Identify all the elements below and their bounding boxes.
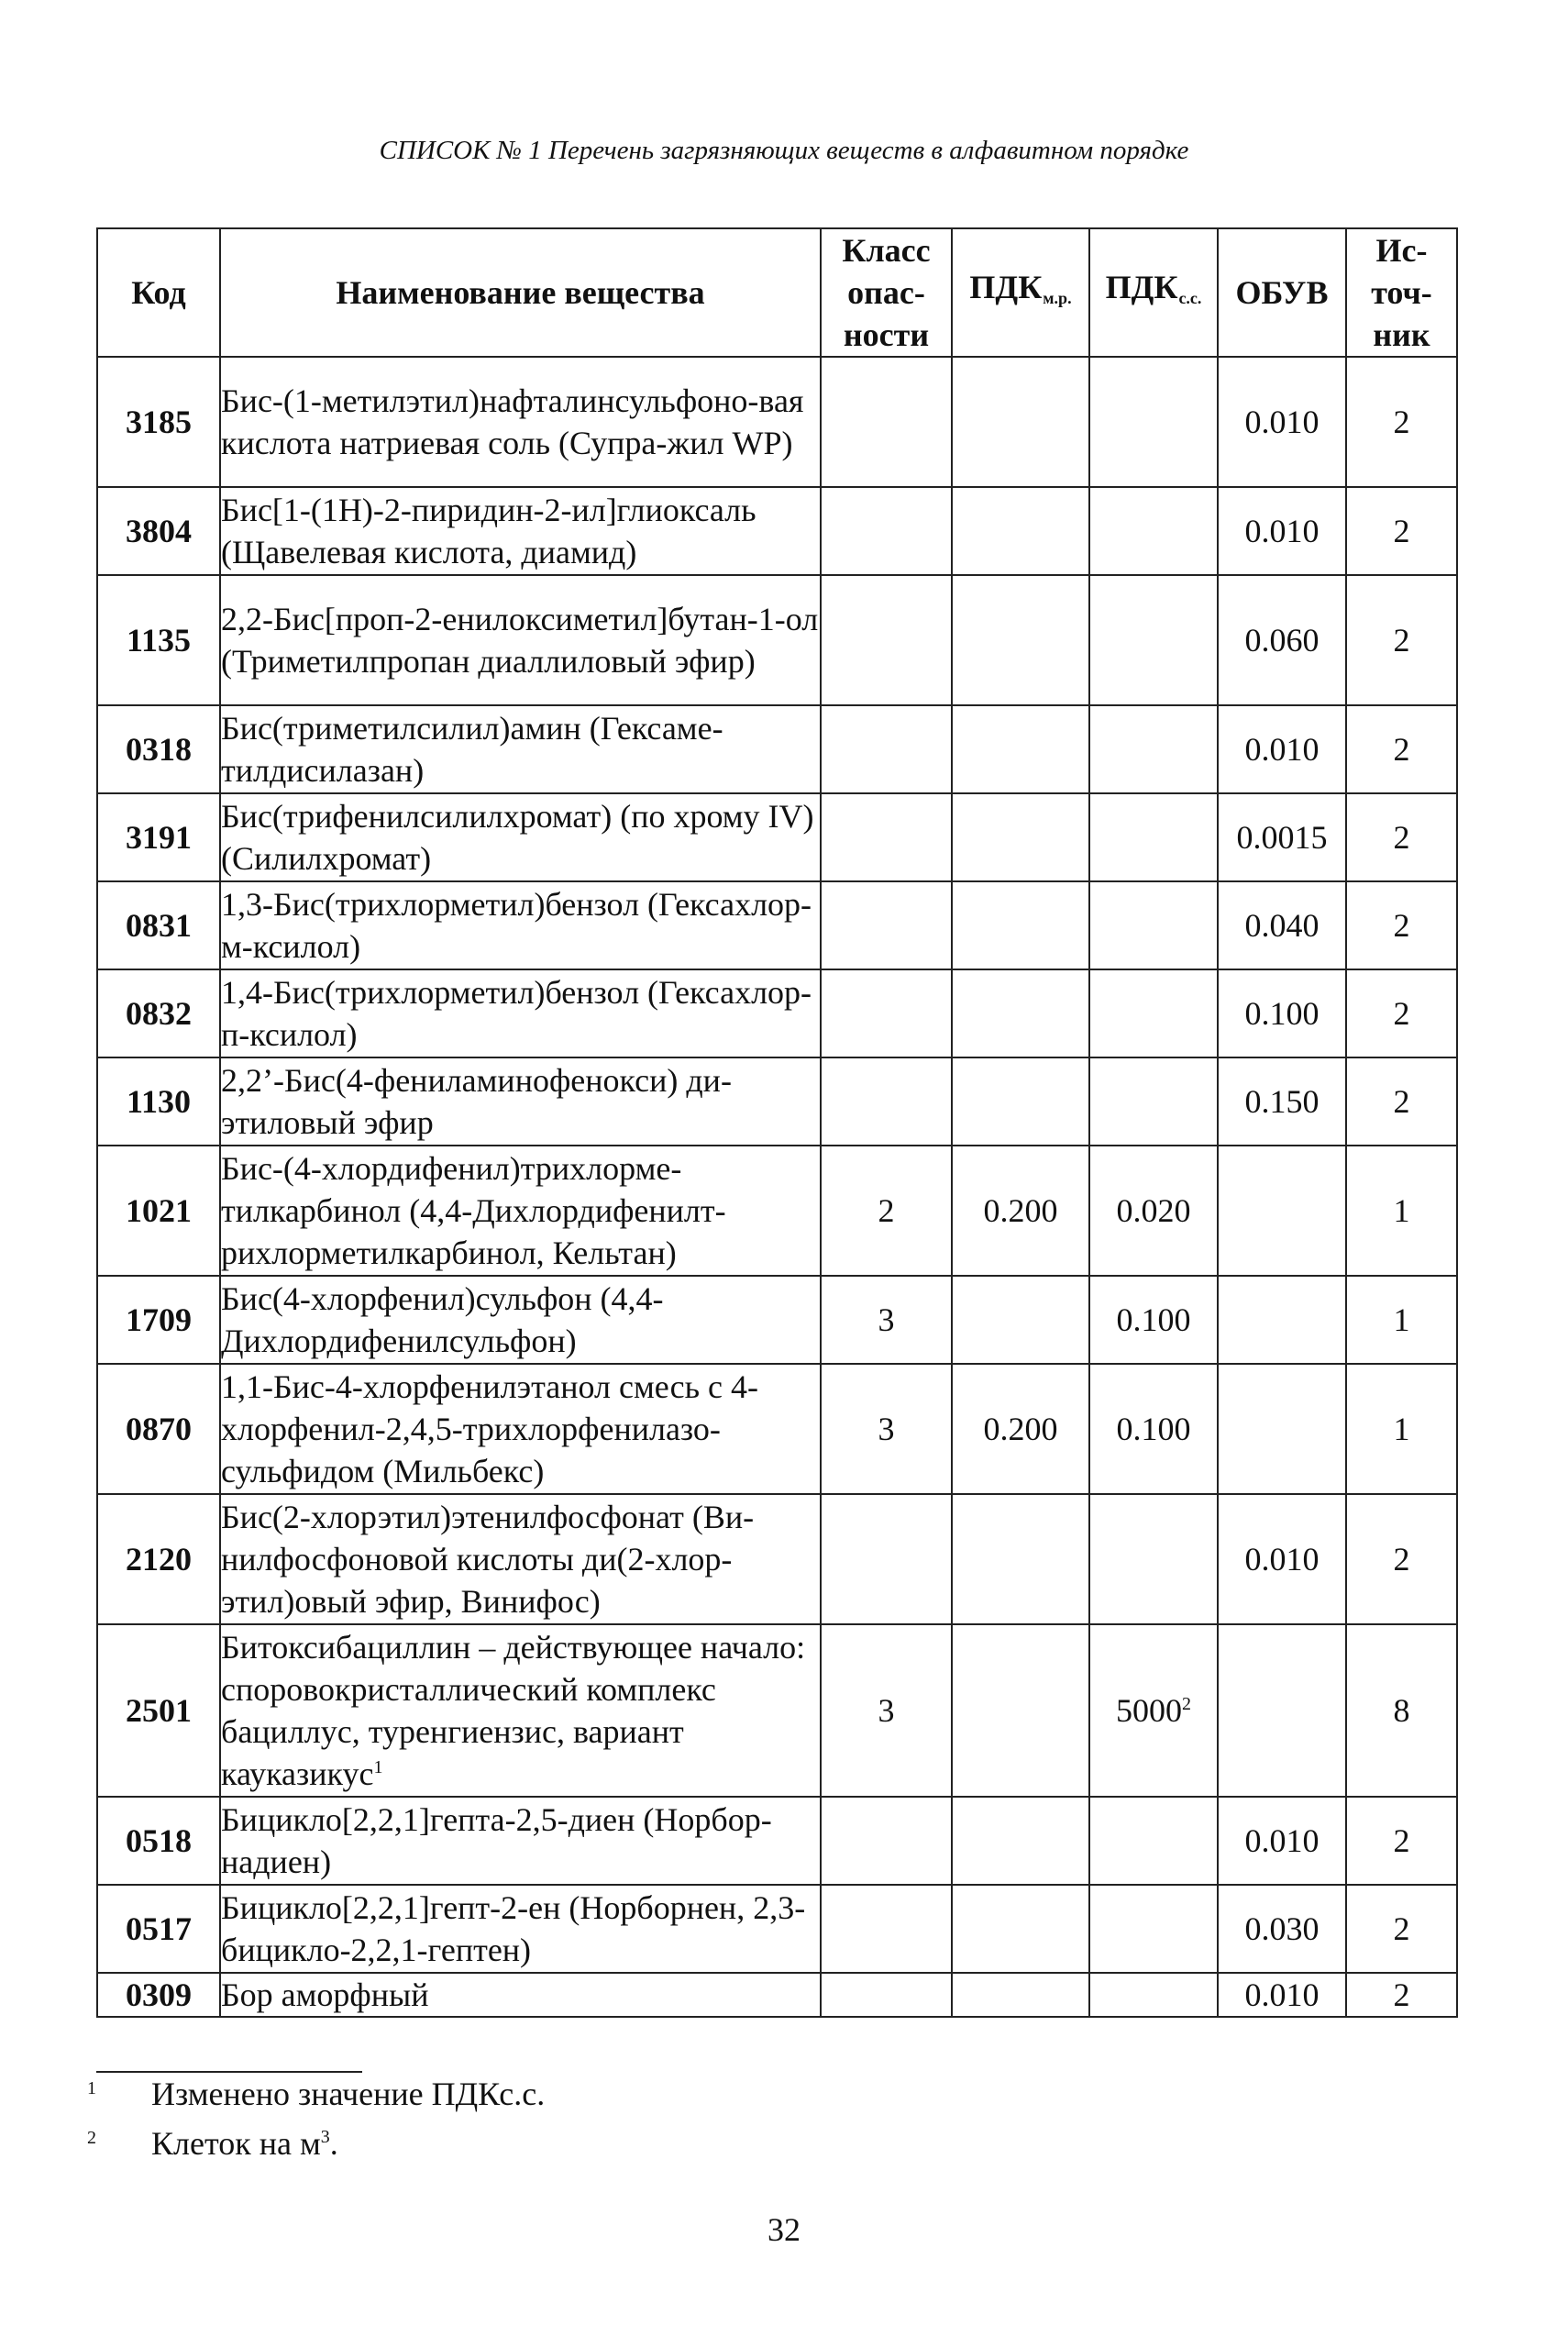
cell-pdk-mr <box>952 881 1089 969</box>
cell-pdk-ss <box>1089 1885 1218 1973</box>
cell-obuv <box>1218 1624 1346 1797</box>
cell-name-text: 2,2-Бис[проп-2-енилоксиметил]бутан-1-ол (Триметилпропан диаллиловый эфир) <box>221 601 819 680</box>
cell-code-text: 1709 <box>126 1301 192 1338</box>
cell-name <box>220 575 821 705</box>
cell-source <box>1346 1276 1457 1364</box>
cell-name <box>220 357 821 487</box>
cell-source-text: 2 <box>1393 1822 1410 1859</box>
cell-code <box>97 1797 220 1885</box>
cell-pdk-ss <box>1089 357 1218 487</box>
cell-obuv <box>1218 705 1346 793</box>
cell-pdk-ss-text: 0.100 <box>1116 1301 1191 1338</box>
cell-class <box>821 357 952 487</box>
cell-obuv <box>1218 881 1346 969</box>
cell-obuv-text: 0.010 <box>1244 1976 1320 2013</box>
cell-code-text: 1130 <box>126 1083 191 1120</box>
cell-pdk-ss-sup: 2 <box>1182 1694 1191 1714</box>
cell-source-text: 2 <box>1393 907 1410 944</box>
cell-pdk-ss-text: 0.020 <box>1116 1192 1191 1229</box>
cell-code-text: 0517 <box>126 1910 192 1947</box>
footnote-2-mark: 2 <box>87 2128 96 2148</box>
cell-pdk-ss <box>1089 969 1218 1057</box>
cell-pdk-ss <box>1089 705 1218 793</box>
cell-name <box>220 487 821 575</box>
cell-pdk-ss <box>1089 881 1218 969</box>
cell-obuv <box>1218 1146 1346 1276</box>
header-code: Код <box>97 228 220 357</box>
cell-code <box>97 881 220 969</box>
cell-code <box>97 705 220 793</box>
cell-name-sup: 1 <box>373 1757 383 1777</box>
cell-source <box>1346 487 1457 575</box>
cell-obuv <box>1218 1364 1346 1494</box>
substances-table <box>96 227 1458 2018</box>
cell-name <box>220 1057 821 1146</box>
cell-source-text: 2 <box>1393 404 1410 440</box>
cell-pdk-ss <box>1089 1146 1218 1276</box>
cell-obuv <box>1218 1973 1346 2017</box>
cell-source-text: 2 <box>1393 731 1410 768</box>
table-row <box>97 1057 1457 1146</box>
cell-source-text: 2 <box>1393 1083 1410 1120</box>
cell-name <box>220 1276 821 1364</box>
cell-name <box>220 1797 821 1885</box>
footnote-divider <box>96 2071 362 2073</box>
cell-source-text: 2 <box>1393 995 1410 1032</box>
cell-pdk-mr <box>952 1973 1089 2017</box>
cell-pdk-mr <box>952 575 1089 705</box>
cell-class <box>821 1973 952 2017</box>
cell-class-text: 3 <box>878 1692 895 1729</box>
cell-source <box>1346 793 1457 881</box>
cell-pdk-mr <box>952 1797 1089 1885</box>
cell-code <box>97 969 220 1057</box>
table-row <box>97 357 1457 487</box>
cell-pdk-ss <box>1089 487 1218 575</box>
cell-source-text: 2 <box>1393 1910 1410 1947</box>
footnote-2-sup: 3 <box>320 2127 330 2147</box>
cell-code-text: 0518 <box>126 1822 192 1859</box>
table-row <box>97 1276 1457 1364</box>
header-pdk-ss-sub: с.с. <box>1178 289 1202 307</box>
cell-code-text: 3191 <box>126 819 192 856</box>
cell-name <box>220 1885 821 1973</box>
table-header-row <box>97 228 1457 357</box>
table-row <box>97 1624 1457 1797</box>
cell-source <box>1346 705 1457 793</box>
cell-pdk-ss-text: 0.100 <box>1116 1411 1191 1447</box>
cell-code <box>97 1146 220 1276</box>
cell-obuv <box>1218 1797 1346 1885</box>
cell-code <box>97 357 220 487</box>
cell-name <box>220 1624 821 1797</box>
cell-source-text: 2 <box>1393 1541 1410 1578</box>
table-row <box>97 1885 1457 1973</box>
table-row <box>97 487 1457 575</box>
cell-pdk-ss <box>1089 1057 1218 1146</box>
cell-obuv <box>1218 1057 1346 1146</box>
cell-code-text: 0309 <box>126 1976 192 2013</box>
cell-pdk-ss <box>1089 1494 1218 1624</box>
cell-name-text: Бис-(4-хлордифенил)трихлорме-тилкарбинол (4,4-Дихлордифенилт-рихлорметилкарбинол, Кельтан) <box>221 1150 726 1271</box>
cell-class <box>821 1624 952 1797</box>
cell-class <box>821 705 952 793</box>
cell-name <box>220 1364 821 1494</box>
table-row <box>97 1494 1457 1624</box>
cell-pdk-mr <box>952 1057 1089 1146</box>
cell-pdk-mr <box>952 1885 1089 1973</box>
cell-pdk-mr <box>952 1276 1089 1364</box>
cell-source <box>1346 1057 1457 1146</box>
cell-obuv-text: 0.010 <box>1244 1541 1320 1578</box>
cell-name-text: Бис(4-хлорфенил)сульфон (4,4-Дихлордифенилсульфон) <box>221 1280 664 1359</box>
cell-code <box>97 1624 220 1797</box>
cell-obuv-text: 0.150 <box>1244 1083 1320 1120</box>
cell-code-text: 2501 <box>126 1692 192 1729</box>
header-source: Ис-точ-ник <box>1346 228 1457 357</box>
cell-name <box>220 1146 821 1276</box>
cell-obuv-text: 0.0015 <box>1236 819 1328 856</box>
cell-name <box>220 881 821 969</box>
header-pdk-mr-sub: м.р. <box>1043 289 1072 307</box>
cell-obuv-text: 0.030 <box>1244 1910 1320 1947</box>
cell-pdk-mr <box>952 487 1089 575</box>
cell-name-text: Бис(триметилсилил)амин (Гексаме-тилдисилазан) <box>221 710 723 789</box>
table-row <box>97 705 1457 793</box>
cell-pdk-mr <box>952 1494 1089 1624</box>
cell-class <box>821 1057 952 1146</box>
cell-pdk-mr <box>952 1624 1089 1797</box>
cell-source <box>1346 1797 1457 1885</box>
cell-pdk-ss-text: 5000 <box>1116 1692 1182 1729</box>
cell-class-text: 3 <box>878 1301 895 1338</box>
table-body <box>97 357 1457 2017</box>
cell-pdk-mr <box>952 705 1089 793</box>
cell-pdk-ss <box>1089 1364 1218 1494</box>
footnote-2-tail: . <box>329 2125 338 2162</box>
cell-name <box>220 1973 821 2017</box>
cell-class <box>821 881 952 969</box>
cell-code-text: 3804 <box>126 513 192 549</box>
cell-code <box>97 487 220 575</box>
table-row <box>97 969 1457 1057</box>
cell-code-text: 0832 <box>126 995 192 1032</box>
cell-code <box>97 1364 220 1494</box>
table-row <box>97 793 1457 881</box>
cell-source-text: 2 <box>1393 819 1410 856</box>
cell-pdk-ss <box>1089 793 1218 881</box>
header-pdk-ss-label: ПДК <box>1105 269 1178 305</box>
cell-class <box>821 1885 952 1973</box>
cell-pdk-ss <box>1089 1973 1218 2017</box>
cell-obuv-text: 0.060 <box>1244 622 1320 659</box>
cell-code-text: 0870 <box>126 1411 192 1447</box>
cell-code <box>97 1276 220 1364</box>
cell-class-text: 2 <box>878 1192 895 1229</box>
cell-source <box>1346 881 1457 969</box>
cell-obuv-text: 0.010 <box>1244 513 1320 549</box>
header-pdk-ss <box>1089 228 1218 357</box>
cell-pdk-mr <box>952 1146 1089 1276</box>
cell-obuv <box>1218 1276 1346 1364</box>
cell-pdk-ss <box>1089 1624 1218 1797</box>
table-row <box>97 1973 1457 2017</box>
cell-class <box>821 487 952 575</box>
table-row <box>97 881 1457 969</box>
cell-obuv <box>1218 1885 1346 1973</box>
cell-class <box>821 1146 952 1276</box>
cell-pdk-mr <box>952 969 1089 1057</box>
page-title: СПИСОК № 1 Перечень загрязняющих веществ в алфавитном порядке <box>379 136 1189 165</box>
cell-class <box>821 1797 952 1885</box>
cell-code <box>97 575 220 705</box>
cell-code <box>97 1973 220 2017</box>
page-number: 32 <box>767 2211 801 2248</box>
cell-source <box>1346 1146 1457 1276</box>
cell-name <box>220 969 821 1057</box>
cell-obuv <box>1218 575 1346 705</box>
cell-pdk-mr-text: 0.200 <box>983 1192 1058 1229</box>
cell-name-text: Бис(трифенилсилилхромат) (по хрому IV) (Силилхромат) <box>221 798 814 877</box>
cell-class <box>821 1494 952 1624</box>
cell-class <box>821 1364 952 1494</box>
cell-obuv <box>1218 357 1346 487</box>
cell-obuv-text: 0.010 <box>1244 731 1320 768</box>
cell-source <box>1346 357 1457 487</box>
cell-name-text: Бис[1-(1Н)-2-пиридин-2-ил]глиоксаль (Щавелевая кислота, диамид) <box>221 492 756 570</box>
cell-code <box>97 1057 220 1146</box>
cell-name <box>220 793 821 881</box>
cell-source-text: 1 <box>1393 1411 1410 1447</box>
cell-source-text: 1 <box>1393 1192 1410 1229</box>
header-pdk-mr-label: ПДК <box>969 269 1043 305</box>
table-row <box>97 575 1457 705</box>
cell-code-text: 2120 <box>126 1541 192 1578</box>
footnote-1 <box>87 2075 545 2113</box>
cell-code-text: 3185 <box>126 404 192 440</box>
cell-source-text: 2 <box>1393 622 1410 659</box>
cell-source-text: 2 <box>1393 513 1410 549</box>
cell-source <box>1346 1885 1457 1973</box>
cell-obuv <box>1218 1494 1346 1624</box>
cell-name-text: Бор аморфный <box>221 1976 429 2013</box>
cell-code <box>97 793 220 881</box>
footnote-1-mark: 1 <box>87 2078 96 2098</box>
table-row <box>97 1146 1457 1276</box>
cell-pdk-mr <box>952 1364 1089 1494</box>
cell-name-text: Бис(2-хлорэтил)этенилфосфонат (Ви-нилфосфоновой кислоты ди(2-хлор-этил)овый эфир, Винифос) <box>221 1499 755 1620</box>
cell-class <box>821 793 952 881</box>
footnote-2 <box>87 2124 338 2163</box>
cell-obuv <box>1218 793 1346 881</box>
cell-code <box>97 1885 220 1973</box>
cell-name-text: 2,2’-Бис(4-фениламинофенокси) ди-этиловый эфир <box>221 1062 732 1141</box>
cell-pdk-mr-text: 0.200 <box>983 1411 1058 1447</box>
cell-code <box>97 1494 220 1624</box>
cell-obuv <box>1218 969 1346 1057</box>
cell-pdk-ss <box>1089 1276 1218 1364</box>
cell-source-text: 8 <box>1393 1692 1410 1729</box>
cell-name-text: Бицикло[2,2,1]гепта-2,5-диен (Норбор-надиен) <box>221 1801 772 1880</box>
cell-name-text: Бис-(1-метилэтил)нафталинсульфоно-вая кислота натриевая соль (Супра-жил WP) <box>221 382 804 461</box>
cell-name-text: 1,3-Бис(трихлорметил)бензол (Гексахлор-м-ксилол) <box>221 886 812 965</box>
cell-class <box>821 969 952 1057</box>
cell-obuv <box>1218 487 1346 575</box>
cell-source <box>1346 1494 1457 1624</box>
cell-source-text: 2 <box>1393 1976 1410 2013</box>
cell-obuv-text: 0.040 <box>1244 907 1320 944</box>
cell-class <box>821 575 952 705</box>
cell-obuv-text: 0.010 <box>1244 404 1320 440</box>
header-pdk-mr <box>952 228 1089 357</box>
cell-name-text: Битоксибациллин – действующее начало: споровокристаллический комплекс бациллус, туренгиензис, вариант кауказикус <box>221 1629 806 1792</box>
cell-pdk-ss <box>1089 575 1218 705</box>
footnote-2-text: Клеток на м <box>151 2125 321 2162</box>
header-name: Наименование вещества <box>220 228 821 357</box>
cell-code-text: 1021 <box>126 1192 192 1229</box>
cell-pdk-mr <box>952 357 1089 487</box>
cell-name <box>220 1494 821 1624</box>
cell-code-text: 0318 <box>126 731 192 768</box>
cell-source <box>1346 1973 1457 2017</box>
cell-pdk-ss <box>1089 1797 1218 1885</box>
cell-source <box>1346 575 1457 705</box>
header-obuv: ОБУВ <box>1218 228 1346 357</box>
header-class: Класс опас-ности <box>821 228 952 357</box>
cell-class <box>821 1276 952 1364</box>
cell-source <box>1346 1364 1457 1494</box>
cell-source-text: 1 <box>1393 1301 1410 1338</box>
table-row <box>97 1797 1457 1885</box>
cell-class-text: 3 <box>878 1411 895 1447</box>
cell-pdk-mr <box>952 793 1089 881</box>
cell-obuv-text: 0.100 <box>1244 995 1320 1032</box>
cell-source <box>1346 969 1457 1057</box>
cell-name <box>220 705 821 793</box>
cell-name-text: Бицикло[2,2,1]гепт-2-ен (Норборнен, 2,3-бицикло-2,2,1-гептен) <box>221 1889 806 1968</box>
cell-code-text: 0831 <box>126 907 192 944</box>
footnote-1-text: Изменено значение ПДКс.с. <box>151 2076 546 2112</box>
cell-code-text: 1135 <box>126 622 191 659</box>
cell-name-text: 1,4-Бис(трихлорметил)бензол (Гексахлор-п-ксилол) <box>221 974 812 1053</box>
cell-source <box>1346 1624 1457 1797</box>
table-row <box>97 1364 1457 1494</box>
cell-name-text: 1,1-Бис-4-хлорфенилэтанол смесь с 4-хлорфенил-2,4,5-трихлорфенилазо-сульфидом (Мильбекс) <box>221 1368 759 1489</box>
cell-obuv-text: 0.010 <box>1244 1822 1320 1859</box>
